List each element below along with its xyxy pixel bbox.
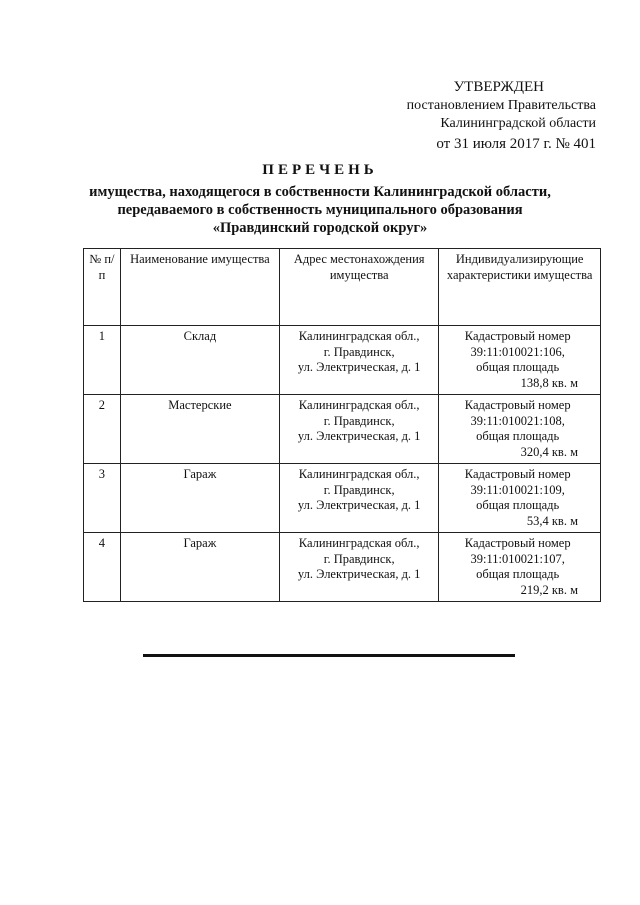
address-city: г. Правдинск, [323,482,395,497]
area-value: 320,4 кв. м [520,444,578,459]
area-value: 219,2 кв. м [520,582,578,597]
document-subtitle-line-1: имущества, находящегося в собственности Калининградской области, [89,184,551,200]
row-number: 4 [84,533,121,602]
header-address: Адрес местонахождения имущества [279,249,438,326]
document-title-block [0,162,640,237]
cadastral-label: Кадастровый номер [464,467,571,481]
approval-date-line: от 31 июля 2017 г. № 401 [436,136,596,152]
document-subtitle-line-3: «Правдинский городской округ» [212,220,428,236]
header-name: Наименование имущества [120,249,279,326]
area-label: общая площадь [476,567,560,581]
row-address [279,464,438,533]
row-characteristics [439,464,601,533]
approval-line-resolution: постановлением Правительства [406,98,596,113]
approval-block [356,78,596,153]
row-characteristics [439,533,601,602]
document-title: ПЕРЕЧЕНЬ [262,162,378,178]
area-value: 53,4 кв. м [526,513,578,528]
document-subtitle-line-2: передаваемого в собственность муниципального образования [117,202,523,218]
row-name: Склад [120,326,279,395]
address-region: Калининградская обл., [298,536,420,550]
property-table-body [84,326,601,602]
header-number: № п/п [84,249,121,326]
cadastral-number: 39:11:010021:106, [470,344,565,359]
address-city: г. Правдинск, [323,344,395,359]
table-row [84,326,601,395]
address-region: Калининградская обл., [298,467,420,481]
row-name: Мастерские [120,395,279,464]
address-region: Калининградская обл., [298,329,420,343]
address-city: г. Правдинск, [323,413,395,428]
row-address [279,533,438,602]
cadastral-number: 39:11:010021:107, [470,551,565,566]
row-name: Гараж [120,464,279,533]
address-city: г. Правдинск, [323,551,395,566]
property-table-header [84,249,601,326]
header-characteristics: Индивидуализирующие характеристики имущества [439,249,601,326]
row-address [279,326,438,395]
address-street: ул. Электрическая, д. 1 [297,429,421,443]
area-value: 138,8 кв. м [520,375,578,390]
row-number: 1 [84,326,121,395]
cadastral-label: Кадастровый номер [464,329,571,343]
area-label: общая площадь [476,360,560,374]
area-label: общая площадь [476,429,560,443]
address-street: ул. Электрическая, д. 1 [297,498,421,512]
row-address [279,395,438,464]
cadastral-label: Кадастровый номер [464,398,571,412]
table-row [84,395,601,464]
table-row [84,533,601,602]
row-number: 2 [84,395,121,464]
header-row [84,249,601,326]
cadastral-number: 39:11:010021:108, [470,413,565,428]
row-name: Гараж [120,533,279,602]
property-table [83,248,601,602]
approval-heading: УТВЕРЖДЕН [453,79,544,95]
address-region: Калининградская обл., [298,398,420,412]
address-street: ул. Электрическая, д. 1 [297,567,421,581]
row-characteristics [439,395,601,464]
row-number: 3 [84,464,121,533]
table-row [84,464,601,533]
row-characteristics [439,326,601,395]
approval-line-region: Калининградской области [440,116,596,131]
closing-rule [143,654,515,657]
cadastral-label: Кадастровый номер [464,536,571,550]
cadastral-number: 39:11:010021:109, [470,482,565,497]
address-street: ул. Электрическая, д. 1 [297,360,421,374]
area-label: общая площадь [476,498,560,512]
